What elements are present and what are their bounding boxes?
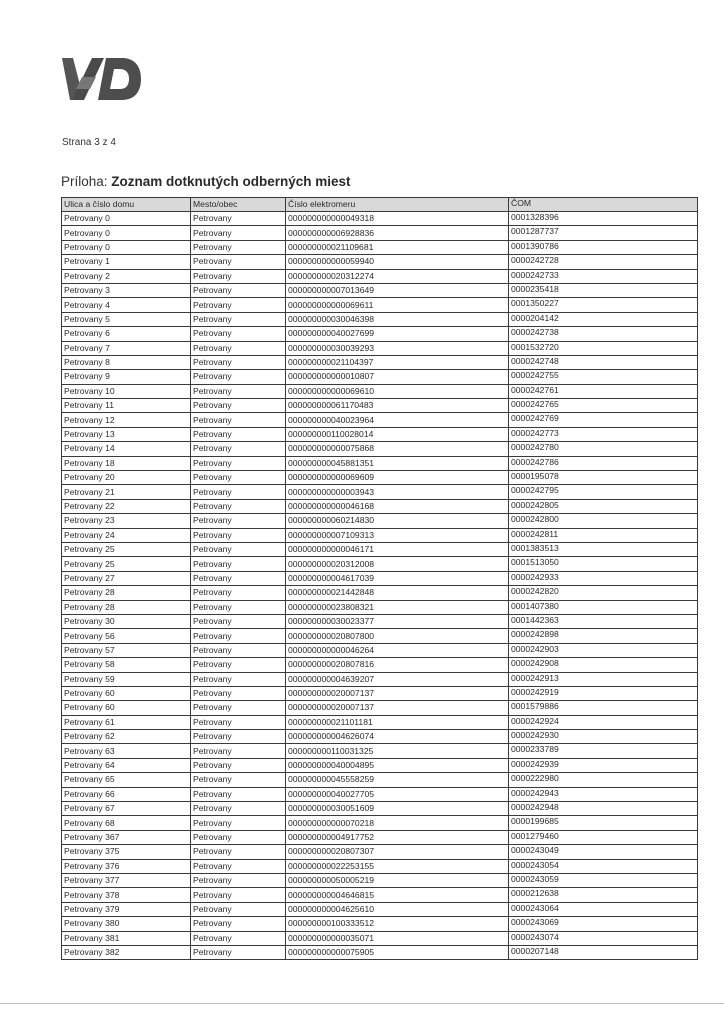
city-cell: Petrovany bbox=[191, 312, 286, 326]
table-row bbox=[62, 283, 698, 297]
meter-number-cell: 000000000030046398 bbox=[286, 312, 509, 326]
table-row bbox=[62, 269, 698, 283]
address-cell: Petrovany 67 bbox=[62, 802, 191, 816]
com-cell: 0000242805 bbox=[509, 499, 698, 513]
address-cell: Petrovany 3 bbox=[62, 283, 191, 297]
meter-number-cell: 000000000020807816 bbox=[286, 658, 509, 672]
table-row bbox=[62, 514, 698, 528]
table-row bbox=[62, 600, 698, 614]
com-cell: 0000212638 bbox=[509, 888, 698, 902]
com-cell: 0000242780 bbox=[509, 442, 698, 456]
address-cell: Petrovany 10 bbox=[62, 384, 191, 398]
address-cell: Petrovany 20 bbox=[62, 471, 191, 485]
address-cell: Petrovany 382 bbox=[62, 945, 191, 959]
city-cell: Petrovany bbox=[191, 672, 286, 686]
city-cell: Petrovany bbox=[191, 917, 286, 931]
table-row bbox=[62, 845, 698, 859]
com-cell: 0001532720 bbox=[509, 341, 698, 355]
meter-number-cell: 000000000030039293 bbox=[286, 341, 509, 355]
com-cell: 0000242769 bbox=[509, 413, 698, 427]
address-cell: Petrovany 66 bbox=[62, 787, 191, 801]
city-cell: Petrovany bbox=[191, 542, 286, 556]
meter-number-cell: 000000000020807307 bbox=[286, 845, 509, 859]
meter-number-cell: 000000000021104397 bbox=[286, 355, 509, 369]
meter-number-cell: 000000000004646815 bbox=[286, 888, 509, 902]
table-row bbox=[62, 802, 698, 816]
table-row bbox=[62, 442, 698, 456]
com-cell: 0000242903 bbox=[509, 643, 698, 657]
city-cell: Petrovany bbox=[191, 442, 286, 456]
com-cell: 0000242765 bbox=[509, 399, 698, 413]
vsd-logo bbox=[62, 55, 142, 103]
table-row bbox=[62, 614, 698, 628]
table-row bbox=[62, 226, 698, 240]
city-cell: Petrovany bbox=[191, 327, 286, 341]
com-cell: 0000242761 bbox=[509, 384, 698, 398]
address-cell: Petrovany 65 bbox=[62, 773, 191, 787]
table-row bbox=[62, 571, 698, 585]
address-cell: Petrovany 68 bbox=[62, 816, 191, 830]
com-cell: 0001279460 bbox=[509, 830, 698, 844]
com-cell: 0001328396 bbox=[509, 212, 698, 226]
address-cell: Petrovany 56 bbox=[62, 629, 191, 643]
city-cell: Petrovany bbox=[191, 586, 286, 600]
meter-number-cell: 000000000000003943 bbox=[286, 485, 509, 499]
table-row bbox=[62, 298, 698, 312]
table-row bbox=[62, 427, 698, 441]
meter-number-cell: 000000000007109313 bbox=[286, 528, 509, 542]
city-cell: Petrovany bbox=[191, 571, 286, 585]
meter-number-cell: 000000000000010807 bbox=[286, 370, 509, 384]
address-cell: Petrovany 30 bbox=[62, 614, 191, 628]
address-cell: Petrovany 57 bbox=[62, 643, 191, 657]
city-cell: Petrovany bbox=[191, 773, 286, 787]
com-cell: 0000242948 bbox=[509, 802, 698, 816]
table-row bbox=[62, 312, 698, 326]
table-body bbox=[62, 212, 698, 960]
address-cell: Petrovany 8 bbox=[62, 355, 191, 369]
table-row bbox=[62, 528, 698, 542]
com-cell: 0000242733 bbox=[509, 269, 698, 283]
city-cell: Petrovany bbox=[191, 845, 286, 859]
city-cell: Petrovany bbox=[191, 931, 286, 945]
column-header-city: Mesto/obec bbox=[191, 198, 286, 212]
meter-number-cell: 000000000000046168 bbox=[286, 499, 509, 513]
address-cell: Petrovany 64 bbox=[62, 758, 191, 772]
table-row bbox=[62, 686, 698, 700]
meter-number-cell: 000000000004625610 bbox=[286, 902, 509, 916]
meter-number-cell: 000000000006928836 bbox=[286, 226, 509, 240]
city-cell: Petrovany bbox=[191, 499, 286, 513]
address-cell: Petrovany 60 bbox=[62, 701, 191, 715]
document-title bbox=[61, 174, 351, 189]
city-cell: Petrovany bbox=[191, 658, 286, 672]
com-cell: 0000207148 bbox=[509, 945, 698, 959]
address-cell: Petrovany 23 bbox=[62, 514, 191, 528]
table-row bbox=[62, 701, 698, 715]
com-cell: 0000204142 bbox=[509, 312, 698, 326]
address-cell: Petrovany 12 bbox=[62, 413, 191, 427]
com-cell: 0001383513 bbox=[509, 542, 698, 556]
meter-number-cell: 000000000061170483 bbox=[286, 399, 509, 413]
city-cell: Petrovany bbox=[191, 629, 286, 643]
table-row bbox=[62, 542, 698, 556]
meter-number-cell: 000000000030051609 bbox=[286, 802, 509, 816]
title-main: Zoznam dotknutých odberných miest bbox=[111, 174, 351, 189]
com-cell: 0000242820 bbox=[509, 586, 698, 600]
meter-number-cell: 000000000060214830 bbox=[286, 514, 509, 528]
table-row bbox=[62, 212, 698, 226]
com-cell: 0000242924 bbox=[509, 715, 698, 729]
table-row bbox=[62, 931, 698, 945]
address-cell: Petrovany 378 bbox=[62, 888, 191, 902]
address-cell: Petrovany 27 bbox=[62, 571, 191, 585]
city-cell: Petrovany bbox=[191, 413, 286, 427]
table-row bbox=[62, 859, 698, 873]
com-cell: 0000242786 bbox=[509, 456, 698, 470]
address-cell: Petrovany 0 bbox=[62, 240, 191, 254]
column-header-com: ČOM bbox=[509, 198, 698, 212]
address-cell: Petrovany 7 bbox=[62, 341, 191, 355]
table-row bbox=[62, 456, 698, 470]
meter-number-cell: 000000000000069610 bbox=[286, 384, 509, 398]
com-cell: 0000242800 bbox=[509, 514, 698, 528]
city-cell: Petrovany bbox=[191, 298, 286, 312]
meter-number-cell: 000000000000075905 bbox=[286, 945, 509, 959]
city-cell: Petrovany bbox=[191, 945, 286, 959]
com-cell: 0000242811 bbox=[509, 528, 698, 542]
address-cell: Petrovany 59 bbox=[62, 672, 191, 686]
table-row bbox=[62, 413, 698, 427]
com-cell: 0000243069 bbox=[509, 917, 698, 931]
meter-number-cell: 000000000021109681 bbox=[286, 240, 509, 254]
city-cell: Petrovany bbox=[191, 686, 286, 700]
address-cell: Petrovany 379 bbox=[62, 902, 191, 916]
city-cell: Petrovany bbox=[191, 701, 286, 715]
meter-number-cell: 000000000020007137 bbox=[286, 686, 509, 700]
meter-number-cell: 000000000000035071 bbox=[286, 931, 509, 945]
table-row bbox=[62, 758, 698, 772]
com-cell: 0000242795 bbox=[509, 485, 698, 499]
table-row bbox=[62, 255, 698, 269]
meter-number-cell: 000000000000069611 bbox=[286, 298, 509, 312]
city-cell: Petrovany bbox=[191, 283, 286, 297]
table-row bbox=[62, 240, 698, 254]
meter-number-cell: 000000000040027699 bbox=[286, 327, 509, 341]
city-cell: Petrovany bbox=[191, 873, 286, 887]
city-cell: Petrovany bbox=[191, 399, 286, 413]
table-row bbox=[62, 327, 698, 341]
vsd-logo-icon bbox=[62, 55, 142, 103]
com-cell: 0001287737 bbox=[509, 226, 698, 240]
table-row bbox=[62, 499, 698, 513]
meter-number-cell: 000000000000046264 bbox=[286, 643, 509, 657]
com-cell: 0001579886 bbox=[509, 701, 698, 715]
city-cell: Petrovany bbox=[191, 485, 286, 499]
meter-number-cell: 000000000110031325 bbox=[286, 744, 509, 758]
footer-divider bbox=[0, 1003, 724, 1004]
meter-number-cell: 000000000004626074 bbox=[286, 730, 509, 744]
com-cell: 0001390786 bbox=[509, 240, 698, 254]
city-cell: Petrovany bbox=[191, 240, 286, 254]
meter-number-cell: 000000000030023377 bbox=[286, 614, 509, 628]
address-cell: Petrovany 377 bbox=[62, 873, 191, 887]
city-cell: Petrovany bbox=[191, 715, 286, 729]
address-cell: Petrovany 58 bbox=[62, 658, 191, 672]
city-cell: Petrovany bbox=[191, 255, 286, 269]
city-cell: Petrovany bbox=[191, 744, 286, 758]
meter-number-cell: 000000000021442848 bbox=[286, 586, 509, 600]
meter-number-cell: 000000000020312008 bbox=[286, 557, 509, 571]
com-cell: 0001350227 bbox=[509, 298, 698, 312]
meter-number-cell: 000000000050005219 bbox=[286, 873, 509, 887]
table-row bbox=[62, 370, 698, 384]
com-cell: 0000242748 bbox=[509, 355, 698, 369]
com-cell: 0000242913 bbox=[509, 672, 698, 686]
address-cell: Petrovany 28 bbox=[62, 600, 191, 614]
title-prefix: Príloha: bbox=[61, 174, 112, 189]
table-row bbox=[62, 730, 698, 744]
city-cell: Petrovany bbox=[191, 514, 286, 528]
table-row bbox=[62, 399, 698, 413]
column-header-meter-number: Číslo elektromeru bbox=[286, 198, 509, 212]
meter-number-cell: 000000000045881351 bbox=[286, 456, 509, 470]
table-row bbox=[62, 830, 698, 844]
com-cell: 0000242755 bbox=[509, 370, 698, 384]
city-cell: Petrovany bbox=[191, 456, 286, 470]
table-row bbox=[62, 873, 698, 887]
com-cell: 0000222980 bbox=[509, 773, 698, 787]
city-cell: Petrovany bbox=[191, 859, 286, 873]
city-cell: Petrovany bbox=[191, 341, 286, 355]
address-cell: Petrovany 4 bbox=[62, 298, 191, 312]
com-cell: 0001442363 bbox=[509, 614, 698, 628]
com-cell: 0000243059 bbox=[509, 873, 698, 887]
table-row bbox=[62, 902, 698, 916]
address-cell: Petrovany 5 bbox=[62, 312, 191, 326]
meter-number-cell: 000000000040004895 bbox=[286, 758, 509, 772]
table-row bbox=[62, 658, 698, 672]
meter-number-cell: 000000000020312274 bbox=[286, 269, 509, 283]
com-cell: 0000242738 bbox=[509, 327, 698, 341]
com-cell: 0000242939 bbox=[509, 758, 698, 772]
address-cell: Petrovany 381 bbox=[62, 931, 191, 945]
city-cell: Petrovany bbox=[191, 787, 286, 801]
meter-number-cell: 000000000000059940 bbox=[286, 255, 509, 269]
table-row bbox=[62, 945, 698, 959]
address-cell: Petrovany 22 bbox=[62, 499, 191, 513]
address-cell: Petrovany 0 bbox=[62, 226, 191, 240]
com-cell: 0000242919 bbox=[509, 686, 698, 700]
address-cell: Petrovany 25 bbox=[62, 557, 191, 571]
page-number: Strana 3 z 4 bbox=[62, 137, 116, 148]
city-cell: Petrovany bbox=[191, 816, 286, 830]
meter-number-cell: 000000000004917752 bbox=[286, 830, 509, 844]
table-row bbox=[62, 586, 698, 600]
com-cell: 0000233789 bbox=[509, 744, 698, 758]
address-cell: Petrovany 11 bbox=[62, 399, 191, 413]
address-cell: Petrovany 61 bbox=[62, 715, 191, 729]
city-cell: Petrovany bbox=[191, 902, 286, 916]
meter-number-cell: 000000000000049318 bbox=[286, 212, 509, 226]
column-header-address: Ulica a číslo domu bbox=[62, 198, 191, 212]
com-cell: 0001407380 bbox=[509, 600, 698, 614]
city-cell: Petrovany bbox=[191, 802, 286, 816]
table-row bbox=[62, 557, 698, 571]
meter-number-cell: 000000000100333512 bbox=[286, 917, 509, 931]
address-cell: Petrovany 60 bbox=[62, 686, 191, 700]
com-cell: 0001513050 bbox=[509, 557, 698, 571]
meter-number-cell: 000000000000069609 bbox=[286, 471, 509, 485]
table-row bbox=[62, 485, 698, 499]
table-row bbox=[62, 787, 698, 801]
city-cell: Petrovany bbox=[191, 212, 286, 226]
city-cell: Petrovany bbox=[191, 643, 286, 657]
table-row bbox=[62, 816, 698, 830]
meter-number-cell: 000000000110028014 bbox=[286, 427, 509, 441]
city-cell: Petrovany bbox=[191, 370, 286, 384]
table-row bbox=[62, 888, 698, 902]
address-cell: Petrovany 367 bbox=[62, 830, 191, 844]
com-cell: 0000242898 bbox=[509, 629, 698, 643]
city-cell: Petrovany bbox=[191, 269, 286, 283]
meter-number-cell: 000000000040027705 bbox=[286, 787, 509, 801]
meter-number-cell: 000000000022253155 bbox=[286, 859, 509, 873]
table-row bbox=[62, 672, 698, 686]
address-cell: Petrovany 6 bbox=[62, 327, 191, 341]
table-row bbox=[62, 643, 698, 657]
city-cell: Petrovany bbox=[191, 226, 286, 240]
address-cell: Petrovany 63 bbox=[62, 744, 191, 758]
meter-number-cell: 000000000020807800 bbox=[286, 629, 509, 643]
table-row bbox=[62, 773, 698, 787]
table-row bbox=[62, 629, 698, 643]
address-cell: Petrovany 24 bbox=[62, 528, 191, 542]
address-cell: Petrovany 1 bbox=[62, 255, 191, 269]
city-cell: Petrovany bbox=[191, 888, 286, 902]
address-cell: Petrovany 13 bbox=[62, 427, 191, 441]
com-cell: 0000243074 bbox=[509, 931, 698, 945]
address-cell: Petrovany 376 bbox=[62, 859, 191, 873]
meter-number-cell: 000000000000075868 bbox=[286, 442, 509, 456]
affected-delivery-points-table bbox=[61, 197, 698, 960]
meter-number-cell: 000000000004639207 bbox=[286, 672, 509, 686]
table-row bbox=[62, 355, 698, 369]
meter-number-cell: 000000000020007137 bbox=[286, 701, 509, 715]
city-cell: Petrovany bbox=[191, 758, 286, 772]
address-cell: Petrovany 25 bbox=[62, 542, 191, 556]
address-cell: Petrovany 21 bbox=[62, 485, 191, 499]
com-cell: 0000242908 bbox=[509, 658, 698, 672]
address-cell: Petrovany 18 bbox=[62, 456, 191, 470]
meter-number-cell: 000000000004617039 bbox=[286, 571, 509, 585]
meter-number-cell: 000000000007013649 bbox=[286, 283, 509, 297]
com-cell: 0000242930 bbox=[509, 730, 698, 744]
table-row bbox=[62, 715, 698, 729]
city-cell: Petrovany bbox=[191, 557, 286, 571]
meter-number-cell: 000000000045558259 bbox=[286, 773, 509, 787]
com-cell: 0000242943 bbox=[509, 787, 698, 801]
table-row bbox=[62, 744, 698, 758]
com-cell: 0000242933 bbox=[509, 571, 698, 585]
address-cell: Petrovany 375 bbox=[62, 845, 191, 859]
city-cell: Petrovany bbox=[191, 614, 286, 628]
com-cell: 0000199685 bbox=[509, 816, 698, 830]
meter-number-cell: 000000000023808321 bbox=[286, 600, 509, 614]
meter-number-cell: 000000000000070218 bbox=[286, 816, 509, 830]
city-cell: Petrovany bbox=[191, 384, 286, 398]
meter-number-cell: 000000000040023964 bbox=[286, 413, 509, 427]
address-cell: Petrovany 9 bbox=[62, 370, 191, 384]
city-cell: Petrovany bbox=[191, 830, 286, 844]
city-cell: Petrovany bbox=[191, 355, 286, 369]
com-cell: 0000242773 bbox=[509, 427, 698, 441]
city-cell: Petrovany bbox=[191, 730, 286, 744]
com-cell: 0000243049 bbox=[509, 845, 698, 859]
com-cell: 0000242728 bbox=[509, 255, 698, 269]
meter-number-cell: 000000000000046171 bbox=[286, 542, 509, 556]
city-cell: Petrovany bbox=[191, 600, 286, 614]
meter-number-cell: 000000000021101181 bbox=[286, 715, 509, 729]
com-cell: 0000195078 bbox=[509, 471, 698, 485]
address-cell: Petrovany 2 bbox=[62, 269, 191, 283]
address-cell: Petrovany 14 bbox=[62, 442, 191, 456]
city-cell: Petrovany bbox=[191, 471, 286, 485]
com-cell: 0000243054 bbox=[509, 859, 698, 873]
city-cell: Petrovany bbox=[191, 528, 286, 542]
table-row bbox=[62, 384, 698, 398]
table-row bbox=[62, 471, 698, 485]
address-cell: Petrovany 62 bbox=[62, 730, 191, 744]
city-cell: Petrovany bbox=[191, 427, 286, 441]
table-header-row bbox=[62, 198, 698, 212]
table-row bbox=[62, 917, 698, 931]
address-cell: Petrovany 380 bbox=[62, 917, 191, 931]
address-cell: Petrovany 28 bbox=[62, 586, 191, 600]
table-row bbox=[62, 341, 698, 355]
com-cell: 0000243064 bbox=[509, 902, 698, 916]
com-cell: 0000235418 bbox=[509, 283, 698, 297]
address-cell: Petrovany 0 bbox=[62, 212, 191, 226]
